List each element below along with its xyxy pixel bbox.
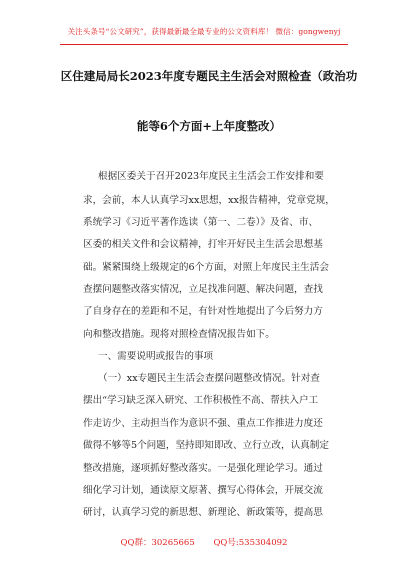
body-line: 研讨，认真学习党的新思想、新理论、新政策等，提高思	[83, 507, 323, 518]
body-line: 求，会前，本人认真学习xx思想，xx报告精神，党章党规，	[83, 195, 335, 206]
body-line: 系统学习《习近平著作选读（第一、二卷）》及省、市、	[83, 217, 319, 228]
body-line: 做得不够等5个问题，坚持即知即改、立行立改，认真制定	[83, 440, 329, 451]
footer-qq-number: QQ号:535304092	[213, 538, 288, 548]
body-line: 整改措施，逐项抓好整改落实。一是强化理论学习。通过	[83, 463, 323, 474]
body-line: 了自身存在的差距和不足，有针对性地提出了今后努力方	[83, 306, 323, 317]
body-line: 作走访少、主动担当作为意识不强、重点工作推进力度还	[83, 418, 323, 429]
body-line: 细化学习计划，通读原文原著、撰写心得体会，开展交流	[83, 485, 323, 496]
header-divider	[60, 44, 348, 45]
document-title-line-1: 区住建局局长2023年度专题民主生活会对照检查（政治功	[60, 69, 358, 83]
body-line: 根据区委关于召开2023年度民主生活会工作安排和要	[98, 171, 324, 182]
body-line: （一）xx专题民主生活会查摆问题整改情况。针对查	[98, 373, 320, 384]
footer-qq-group: QQ群：30265665	[120, 538, 195, 548]
body-line: 础。紧紧围绕上级规定的6个方面，对照上年度民主生活会	[83, 262, 329, 273]
body-line: 查摆问题整改落实情况，立足找准问题、解决问题，查找	[83, 284, 323, 295]
header-note: 关注头条号“公文研究”，获得最新最全最专业的公文资料库！ 微信：gongwenyj	[67, 27, 341, 36]
body-line: 摆出“学习缺乏深入研究、工作积极性不高、帮扶入户工	[83, 395, 319, 406]
section-heading: 一、需要说明或报告的事项	[98, 351, 214, 362]
footer-contact	[0, 536, 408, 548]
body-line: 区委的相关文件和会议精神，打牢开好民主生活会思想基	[83, 239, 323, 250]
body-line: 向和整改措施。现将对照检查情况报告如下。	[83, 329, 275, 340]
document-title-line-2: 能等6个方面+上年度整改）	[136, 119, 282, 133]
